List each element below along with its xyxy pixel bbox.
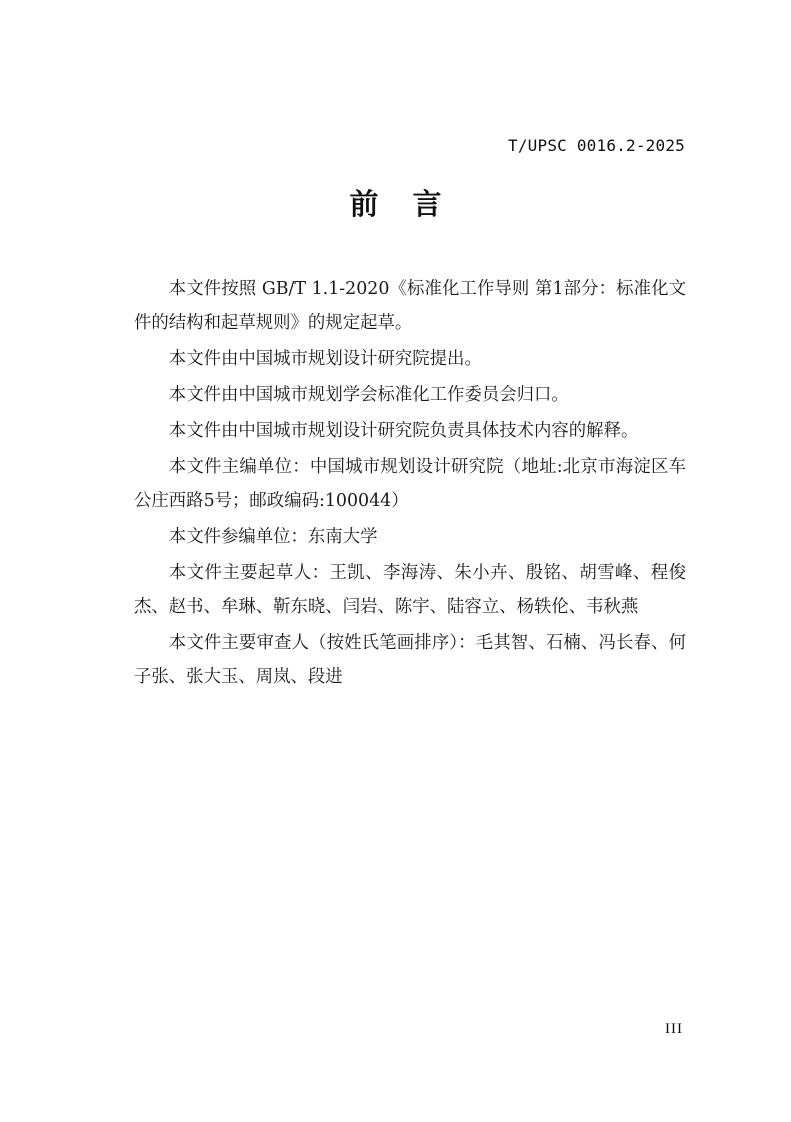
- paragraph-chief-editor-unit: 本文件主编单位：中国城市规划设计研究院（地址:北京市海淀区车公庄西路5号；邮政编码:100044）: [134, 457, 686, 511]
- paragraph-interpretation: 本文件由中国城市规划设计研究院负责具体技术内容的解释。: [168, 421, 639, 441]
- paragraph-participating-unit: 本文件参编单位：东南大学: [168, 527, 378, 547]
- document-code: T/UPSC 0016.2-2025: [508, 136, 685, 155]
- paragraph-main-reviewers: 本文件主要审查人（按姓氏笔画排序）：毛其智、石楠、冯长春、何子张、张大玉、周岚、段进: [134, 633, 686, 687]
- page-number: III: [665, 1021, 683, 1037]
- paragraph-main-drafters: 本文件主要起草人：王凯、李海涛、朱小卉、殷铭、胡雪峰、程俊杰、赵书、牟琳、靳东晓、闫岩、陈宇、陆容立、杨轶伦、韦秋燕: [134, 563, 686, 617]
- paragraph-drafting-basis: 本文件按照 GB/T 1.1-2020《标准化工作导则 第1部分：标准化文件的结构和起草规则》的规定起草。: [134, 279, 686, 333]
- paragraph-administrator: 本文件由中国城市规划学会标准化工作委员会归口。: [168, 385, 569, 405]
- paragraph-proposer: 本文件由中国城市规划设计研究院提出。: [168, 349, 482, 369]
- page-title: 前言: [349, 187, 476, 221]
- foreword-body: [134, 272, 686, 696]
